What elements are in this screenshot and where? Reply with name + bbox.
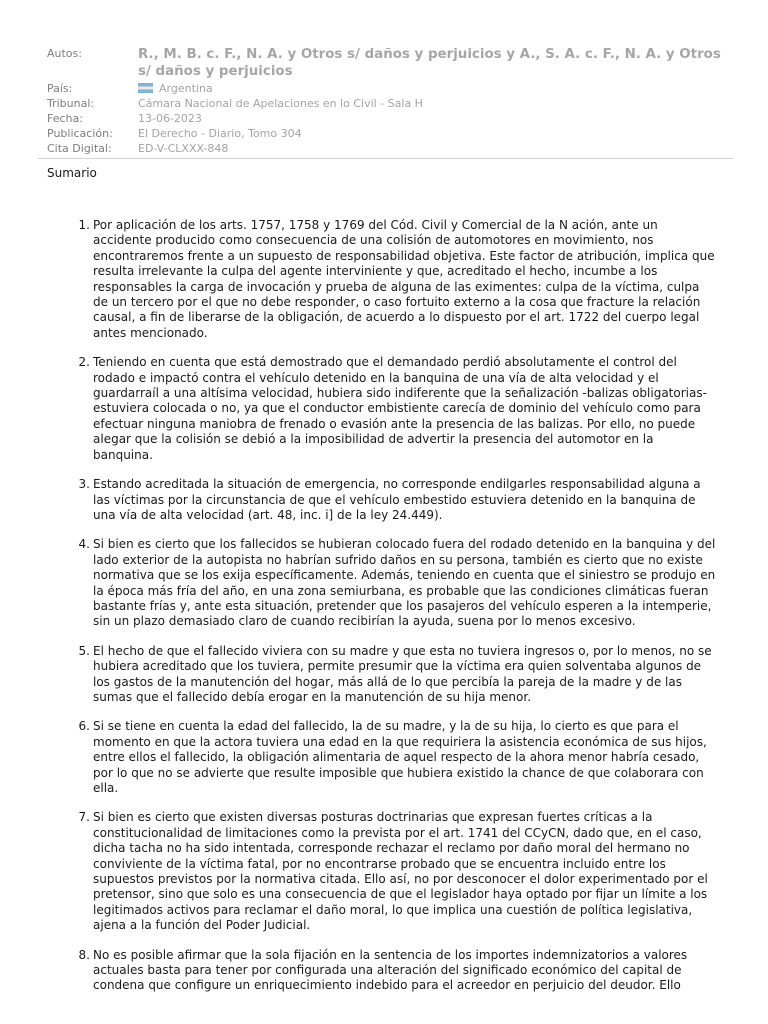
publicacion-value: El Derecho - Diario, Tomo 304 [138, 127, 302, 140]
summary-item [0, 644, 768, 706]
pais-label: País: [47, 82, 73, 95]
argentina-flag-icon [138, 83, 153, 93]
summary-item [0, 948, 768, 994]
item-text: No es posible afirmar que la sola fijación en la sentencia de los importes indemnizatorios a valores actuales basta para tener por configurada una alteración del significado económico del capital de condena que configure un enriquecimiento indebido para el acreedor en perjuicio del deudor. Ello [93, 947, 688, 993]
item-text: Si bien es cierto que los fallecidos se hubieran colocado fuera del rodado detenido en la banquina y del lado exterior de la autopista no habrían sufrido daños en su persona, también es cierto que no existe normativa que se los exija específicamente. Además, teniendo en cuenta que el siniestro se produjo en la época más fría del año, en una zona semiurbana, es probable que las condiciones climáticas fueran bastante frías y, ante esta situación, pretender que los pasajeros del vehículo esperen a la intemperie, sin un plazo demasiado claro de cuando recibirían la ayuda, suena por lo menos excesivo. [93, 537, 716, 629]
item-text: Si bien es cierto que existen diversas posturas doctrinarias que expresan fuertes críticas a la constitucionalidad de limitaciones como la prevista por el art. 1741 del CCyCN, dado que, en el caso, dicha tacha no ha sido intentada, corresponde rechazar el reclamo por daño moral del hermano no conviviente de la víctima fatal, por no encontrarse probado que se encuentra incluido entre los supuestos previstos por la normativa citada. Ello así, no por desconocer el dolor experimentado por el pretensor, sino que solo es una consecuencia de que el legislador haya optado por fijar un límite a los legitimados activos para reclamar el daño moral, lo que implica una cuestión de política legislativa, ajena a la función del Poder Judicial. [93, 810, 708, 933]
fecha-label: Fecha: [47, 112, 83, 125]
tribunal-label: Tribunal: [47, 97, 95, 110]
publicacion-row [47, 126, 733, 141]
item-text: El hecho de que el fallecido viviera con su madre y que esta no tuviera ingresos o, por lo menos, no se hubiera acreditado que los tuviera, permite presumir que la víctima era quien solventaba algunos de los gastos de la manutención del hogar, más allá de lo que percibía la pareja de la madre y de las sumas que el fallecido debía erogar en la manutención de su hija menor. [93, 643, 712, 704]
header-divider [38, 158, 733, 159]
item-number: 6. [78, 719, 90, 734]
summary-item [0, 218, 768, 341]
item-number: 5. [78, 643, 90, 658]
pais-value: Argentina [159, 82, 213, 95]
item-number: 4. [78, 537, 90, 552]
case-metadata [47, 46, 733, 156]
cita-row [47, 141, 733, 156]
item-number: 2. [78, 355, 90, 370]
fecha-row [47, 111, 733, 126]
item-number: 3. [78, 477, 90, 492]
autos-row [47, 46, 733, 80]
case-title: R., M. B. c. F., N. A. y Otros s/ daños y perjuicios y A., S. A. c. F., N. A. y Otros s/ daños y perjuicios [138, 47, 721, 79]
summary-item [0, 719, 768, 796]
item-number: 1. [78, 218, 90, 232]
item-text: Teniendo en cuenta que está demostrado que el demandado perdió absolutamente el control del rodado e impactó contra el vehículo detenido en la banquina de una vía de alta velocidad y el guardarraíl a una altísima velocidad, hubiera sido indiferente que la señalización -balizas obligatorias- estuviera colocada o no, ya que el conductor embistiente carecía de dominio del vehículo como para efectuar ninguna maniobra de frenado o evasión ante la presencia de las balizas. Por ello, no puede alegar que la colisión se debió a la imposibilidad de advertir la presencia del automotor en la banquina. [93, 355, 707, 462]
summary-item [0, 477, 768, 523]
summary-list [0, 218, 768, 1008]
item-text: Estando acreditada la situación de emergencia, no corresponde endilgarles responsabilidad alguna a las víctimas por la circunstancia de que el vehículo embestido estuviera detenido en la banquina de una vía de alta velocidad (art. 48, inc. i] de la ley 24.449). [93, 477, 701, 522]
tribunal-row [47, 96, 733, 111]
summary-item [0, 355, 768, 463]
cita-value: ED-V-CLXXX-848 [138, 142, 229, 155]
summary-item [0, 810, 768, 933]
autos-label: Autos: [47, 47, 82, 60]
pais-row [47, 81, 733, 96]
section-title: Sumario [47, 166, 97, 180]
item-number: 7. [78, 810, 90, 825]
cita-label: Cita Digital: [47, 142, 112, 155]
fecha-value: 13-06-2023 [138, 112, 202, 125]
publicacion-label: Publicación: [47, 127, 113, 140]
tribunal-value: Cámara Nacional de Apelaciones en lo Civil - Sala H [138, 97, 423, 110]
item-text: Si se tiene en cuenta la edad del fallecido, la de su madre, y la de su hija, lo cierto es que para el momento en que la actora tuviera una edad en la que requiriera la asistencia económica de sus hijos, entre ellos el fallecido, la obligación alimentaria de aquel respecto de la ahora menor habría cesado, por lo que no se advierte que resulte imposible que hubiera existido la chance de que colaborara con ella. [93, 719, 707, 795]
item-number: 8. [78, 947, 90, 962]
summary-item [0, 537, 768, 629]
item-text: Por aplicación de los arts. 1757, 1758 y 1769 del Cód. Civil y Comercial de la N ación, ante un accidente producido como consecuencia de una colisión de automotores en movimiento, nos encontraremos frente a un supuesto de responsabilidad objetiva. Este factor de atribución, implica que resulta irrelevante la culpa del agente interviniente y que, acreditado el hecho, incumbe a los responsables la carga de invocación y prueba de alguna de las eximentes: culpa de la víctima, culpa de un tercero por el que no debe responder, o caso fortuito externo a la cosa que fracture la relación causal, a fin de liberarse de la obligación, de acuerdo a lo dispuesto por el art. 1722 del cuerpo legal antes mencionado. [93, 218, 715, 340]
